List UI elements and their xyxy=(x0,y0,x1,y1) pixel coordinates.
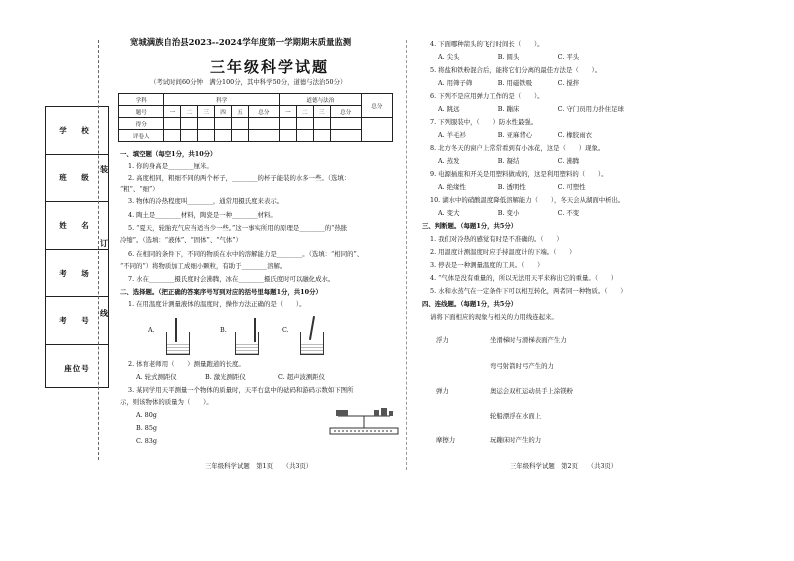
beaker-b-icon xyxy=(235,332,259,355)
binding-mark-ding: 订 xyxy=(100,238,108,248)
phenomenon-1[interactable]: 坐滑梯时与滑梯表面产生力 xyxy=(490,336,567,344)
binding-mark-xian: 线 xyxy=(100,308,108,318)
choice-q4-opts: A. 尖头 B. 圆头 C. 平头 xyxy=(438,53,580,61)
choice-q9-opts: A. 绝缘性 B. 透明性 C. 可塑性 xyxy=(438,183,586,191)
phenomenon-5[interactable]: 玩蹦床时产生的力 xyxy=(490,436,542,444)
choice-q3-opt-a: A. 80g xyxy=(136,411,157,419)
exam-room-field[interactable]: 考 场 xyxy=(46,250,108,298)
score-cell[interactable] xyxy=(313,118,330,130)
fill-q6: 6. 在相同的条件下，不同的物质在水中的溶解能力是________。（选填：“相同的”、 xyxy=(128,250,364,258)
grader-cell[interactable] xyxy=(181,130,198,142)
choice-q2-opt-b: B. 激光测距仪 xyxy=(205,373,246,381)
grader-cell[interactable] xyxy=(279,130,296,142)
choice-q7: 7. 下列服装中，（ ）防水性最强。 xyxy=(430,118,538,126)
choice-q6-opts: A. 跳远 B. 蹦床 C. 守门员用力扑住足球 xyxy=(438,105,624,113)
beaker-option-c-label: C. xyxy=(282,326,289,334)
col-5: 五 xyxy=(231,106,248,118)
exam-info: （考试时间60分钟 满分100分，其中科学50分，道德与法治50分） xyxy=(150,78,347,86)
score-cell[interactable] xyxy=(231,118,248,130)
right-page-footer: 三年级科学试题 第2页 （共3页） xyxy=(510,462,618,470)
liquid-icon xyxy=(236,342,258,354)
choice-q2-opt-a: A. 轮式测距仪 xyxy=(136,373,177,381)
matching-instruction: 请将下面相应的现象与相关的力用线连起来。 xyxy=(430,313,558,321)
score-cell[interactable] xyxy=(215,118,232,130)
score-cell[interactable] xyxy=(164,118,181,130)
force-elastic[interactable]: 弹力 xyxy=(436,387,449,395)
choice-q1: 1. 在用温度计测量液体的温度时，操作方法正确的是（ ）。 xyxy=(128,300,306,308)
fill-q7: 7. 水在________摄氏度时会沸腾，冰在________摄氏度时可以融化成水。 xyxy=(128,275,335,283)
judge-q3: 3. 停表是一种测量温度的工具。（ ） xyxy=(430,261,544,269)
choice-q3-opt-b: B. 85g xyxy=(136,424,157,432)
grader-row-label: 评卷人 xyxy=(119,130,164,142)
force-buoyancy[interactable]: 浮力 xyxy=(436,336,449,344)
exam-header: 宽城满族自治县2023--2024学年度第一学期期末质量监测 xyxy=(130,37,352,47)
fill-q5-cont: 冷缩”。（选填：“液体”、“固体”、“气体”） xyxy=(120,236,242,244)
seat-number-field[interactable]: 座位号 xyxy=(64,363,90,373)
choice-q2-opt-c: C. 超声波测距仪 xyxy=(278,373,326,381)
grader-cell[interactable] xyxy=(296,130,313,142)
score-cell[interactable] xyxy=(198,118,215,130)
fill-q2: 2. 高度相同，粗细不同的两个杯子，________的杯子能装的水多一些。（选填： xyxy=(128,174,351,182)
class-field[interactable]: 班 级 xyxy=(46,155,108,203)
fill-q4: 4. 陶土是________材料，陶瓷是一种________材料。 xyxy=(128,211,277,219)
liquid-icon xyxy=(301,342,323,354)
phenomenon-2[interactable]: 弯弓射箭时弓产生的力 xyxy=(490,362,554,370)
exam-number-field[interactable]: 考 号 xyxy=(46,297,108,345)
grader-cell[interactable] xyxy=(198,130,215,142)
grader-cell[interactable] xyxy=(248,130,279,142)
choice-q3-cont: 示，则该物体的质量为（ ）。 xyxy=(120,398,213,406)
fill-q6-cont: “不同的”）将物质加工成细小颗粒，有助于________溶解。 xyxy=(120,262,287,270)
choice-q3-opt-c: C. 83g xyxy=(136,437,157,445)
beaker-c-icon xyxy=(300,332,324,355)
judge-q2: 2. 用温度计测温度时应手持温度计的下端。（ ） xyxy=(430,248,576,256)
col-9: 三 xyxy=(313,106,330,118)
score-row-label: 得分 xyxy=(119,118,164,130)
left-page-footer: 三年级科学试题 第1页 （共3页） xyxy=(205,462,313,470)
score-cell[interactable] xyxy=(330,118,361,130)
choice-q3: 3. 某同学用天平测量一个物体的质量时，天平右盘中的砝码和游码示数如下图所 xyxy=(128,386,354,394)
school-field[interactable]: 学 校 xyxy=(46,107,108,155)
section-choice: 二、选择题。（把正确的答案序号写到对应的括号里每题1分，共10分） xyxy=(120,288,322,296)
choice-q10: 10. 湖水中的硝酸温度降低溶解能力（ ），冬天会从湖面中析出。 xyxy=(430,196,625,204)
choice-q2: 2. 体育老师用（ ）测量跑道的长度。 xyxy=(128,360,245,368)
fill-q1: 1. 你的身高是________厘米。 xyxy=(128,162,213,170)
col-1: 一 xyxy=(164,106,181,118)
choice-q5-opts: A. 用筛子筛 B. 用磁铁吸 C. 搅拌 xyxy=(438,79,580,87)
choice-q9: 9. 电源插座和开关是用塑料做成的，这是利用塑料的（ ）。 xyxy=(430,170,608,178)
judge-q4: 4. “气体是没有重量的，所以无法用天平来称出它的重量。（ ） xyxy=(430,274,618,282)
choice-q6: 6. 下列不是应用弹力工作的是（ ）。 xyxy=(430,92,544,100)
exam-title: 三年级科学试题 xyxy=(210,58,330,76)
col-7: 一 xyxy=(279,106,296,118)
subject-cell: 学科 xyxy=(119,94,164,106)
section-judge: 三、判断题。（每题1分，共5分） xyxy=(422,222,518,230)
score-cell[interactable] xyxy=(279,118,296,130)
fill-q3: 3. 物体的冷热程度叫________，通常用摄氏度来表示。 xyxy=(128,197,284,205)
total-cell: 总分 xyxy=(361,94,392,118)
section-matching: 四、连线题。（每题1分，共5分） xyxy=(422,300,518,308)
score-cell[interactable] xyxy=(248,118,279,130)
science-cell: 科学 xyxy=(164,94,280,106)
balance-scale-icon xyxy=(328,406,400,436)
binding-line xyxy=(98,40,99,460)
grader-cell[interactable] xyxy=(330,130,361,142)
force-friction[interactable]: 摩擦力 xyxy=(436,436,456,444)
total-score-cell[interactable] xyxy=(361,118,392,142)
choice-q8-opts: A. 蒸发 B. 凝结 C. 沸腾 xyxy=(438,157,580,165)
question-number-cell: 题号 xyxy=(119,106,164,118)
page-divider xyxy=(406,40,407,470)
grader-cell[interactable] xyxy=(313,130,330,142)
grader-cell[interactable] xyxy=(231,130,248,142)
fill-q2-cont: “粗”、“细”） xyxy=(120,185,159,193)
score-table xyxy=(118,93,393,142)
judge-q1: 1. 我们对冷热的感觉有时是不准确的。（ ） xyxy=(430,235,563,243)
thermometer-icon xyxy=(309,316,315,340)
beaker-option-b-label: B. xyxy=(220,326,227,334)
choice-q8: 8. 北方冬天的窗户上常常看到有小冰花，这是（ ）现象。 xyxy=(430,144,605,152)
judge-q5: 5. 水和水蒸气在一定条件下可以相互转化，两者同一种物质。（ ） xyxy=(430,287,627,295)
choice-q7-opts: A. 羊毛衫 B. 亚麻背心 C. 橡胶雨衣 xyxy=(438,131,592,139)
beaker-option-a-label: A. xyxy=(148,326,155,334)
moral-cell: 道德与法治 xyxy=(279,94,361,106)
col-2: 二 xyxy=(181,106,198,118)
grader-cell[interactable] xyxy=(164,130,181,142)
col-10: 总分 xyxy=(330,106,361,118)
liquid-icon xyxy=(167,342,189,354)
col-3: 三 xyxy=(198,106,215,118)
beaker-a-icon xyxy=(166,332,190,355)
choice-q5: 5. 将盐和铁粉混合后，能将它们分离的最佳方法是（ ）。 xyxy=(430,66,602,74)
col-8: 二 xyxy=(296,106,313,118)
name-field[interactable]: 姓 名 xyxy=(46,202,108,250)
grader-cell[interactable] xyxy=(215,130,232,142)
score-cell[interactable] xyxy=(296,118,313,130)
binding-mark-zhuang: 装 xyxy=(100,164,108,174)
col-4: 四 xyxy=(215,106,232,118)
phenomenon-3[interactable]: 奥运会双杠运动员手上涂镁粉 xyxy=(490,387,574,395)
score-cell[interactable] xyxy=(181,118,198,130)
col-6: 总分 xyxy=(248,106,279,118)
phenomenon-4[interactable]: 轮船漂浮在水面上 xyxy=(490,412,542,420)
fill-q5: 5. “夏天，轮胎充气应当适当少一些。”这一事实所用的原理是________的“热胀 xyxy=(128,224,348,232)
choice-q10-opts: A. 变大 B. 变小 C. 不变 xyxy=(438,209,580,217)
choice-q4: 4. 下面哪种箭头的飞行时间长（ ）。 xyxy=(430,40,544,48)
section-fill-blank: 一、填空题（每空1分，共10分） xyxy=(120,150,217,158)
